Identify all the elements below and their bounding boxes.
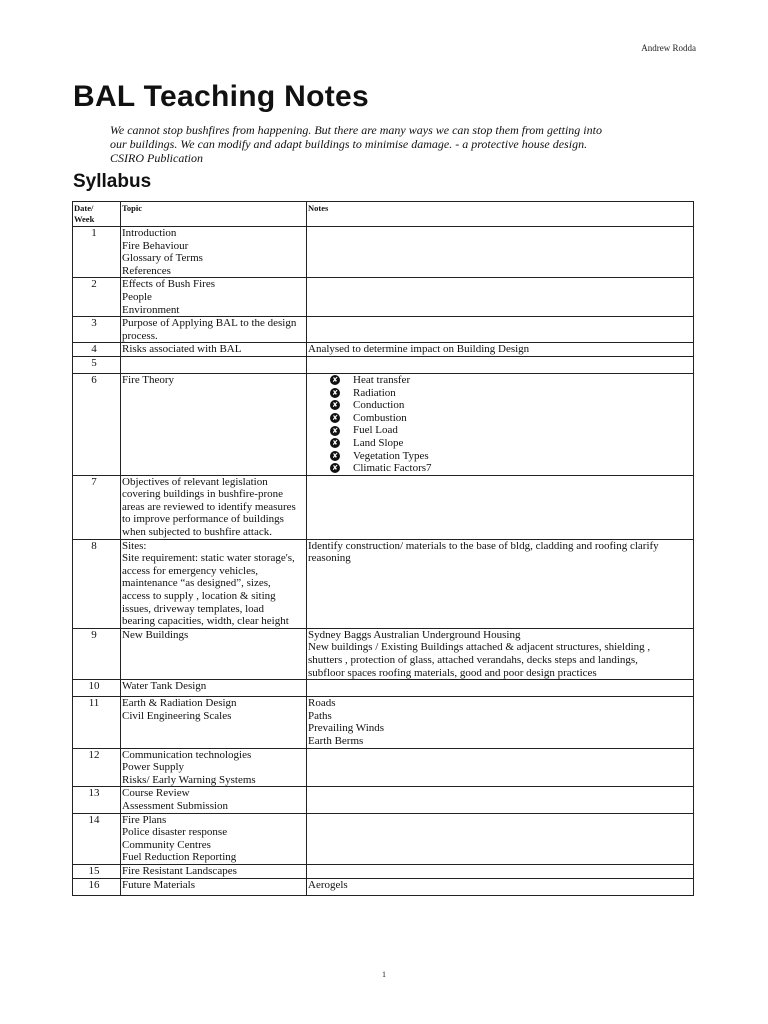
bullet-text: Radiation <box>353 386 396 399</box>
topic-cell <box>121 787 307 813</box>
topic-line: Assessment Submission <box>122 799 229 812</box>
notes-text: Identify construction/ materials to the base of bldg, cladding and roofing clarify reasoning <box>308 539 659 565</box>
table-row <box>73 878 694 895</box>
topic-cell <box>121 864 307 878</box>
table-row <box>73 317 694 343</box>
topic-cell <box>121 697 307 748</box>
notes-cell <box>307 317 694 343</box>
bullet-text: Climatic Factors7 <box>353 462 432 475</box>
bullet-item <box>330 374 692 387</box>
table-body <box>73 227 694 896</box>
notes-cell <box>307 628 694 679</box>
week-cell: 14 <box>73 813 121 864</box>
syllabus-table <box>72 201 694 896</box>
header-label: Date/ <box>74 203 94 213</box>
bullet-text: Land Slope <box>353 436 404 449</box>
topic-line: Fire Resistant Landscapes <box>122 864 237 877</box>
notes-cell <box>307 475 694 539</box>
bullet-icon: ✘ <box>330 463 340 473</box>
topic-line: Fire Theory <box>122 373 175 386</box>
table-row <box>73 475 694 539</box>
topic-line: to improve performance of buildings <box>122 513 284 526</box>
topic-line: Effects of Bush Fires <box>122 278 215 291</box>
topic-line: bearing capacities, width, clear height <box>122 615 289 628</box>
topic-line: Fire Plans <box>122 813 167 826</box>
topic-cell <box>121 628 307 679</box>
page-number: 1 <box>382 970 386 979</box>
bullet-text: Combustion <box>353 411 407 424</box>
notes-cell <box>307 813 694 864</box>
table-row <box>73 373 694 475</box>
notes-cell <box>307 748 694 787</box>
header-date-week <box>73 202 121 227</box>
bullet-item <box>330 412 692 425</box>
header-notes: Notes <box>307 202 694 227</box>
notes-bullet-list <box>308 374 692 475</box>
topic-cell <box>121 278 307 317</box>
quote-line: our buildings. We can modify and adapt buildings to minimise damage. - a protective house design. <box>110 137 588 151</box>
bullet-icon: ✘ <box>330 388 340 398</box>
week-cell: 10 <box>73 680 121 697</box>
bullet-item <box>330 437 692 450</box>
table-row <box>73 864 694 878</box>
week-cell: 9 <box>73 628 121 679</box>
notes-cell <box>307 227 694 278</box>
topic-cell <box>121 475 307 539</box>
topic-line: Course Review <box>122 787 190 800</box>
topic-cell <box>121 539 307 628</box>
notes-cell <box>307 373 694 475</box>
bullet-item <box>330 399 692 412</box>
notes-line: Sydney Baggs Australian Underground Housing <box>308 628 521 641</box>
table-row <box>73 278 694 317</box>
topic-cell <box>121 373 307 475</box>
bullet-text: Conduction <box>353 399 405 412</box>
topic-line: process. <box>122 329 158 342</box>
topic-cell <box>121 680 307 697</box>
week-cell: 12 <box>73 748 121 787</box>
week-cell: 7 <box>73 475 121 539</box>
notes-line: shutters , protection of glass, attached verandahs, decks steps and landings, <box>308 654 638 666</box>
topic-line: Risks/ Early Warning Systems <box>122 773 256 786</box>
week-cell: 2 <box>73 278 121 317</box>
topic-cell <box>121 356 307 373</box>
notes-line: New buildings / Existing Buildings attached & adjacent structures, shielding , <box>308 641 651 654</box>
table-row <box>73 787 694 813</box>
topic-line: Community Centres <box>122 838 211 851</box>
bullet-item <box>330 450 692 463</box>
topic-line: Risks associated with BAL <box>122 343 242 356</box>
notes-cell <box>307 680 694 697</box>
bullet-item <box>330 462 692 475</box>
topic-line: Introduction <box>122 227 177 239</box>
topic-cell <box>121 343 307 357</box>
notes-line: Roads <box>308 697 336 710</box>
week-cell: 11 <box>73 697 121 748</box>
week-cell: 5 <box>73 356 121 373</box>
topic-line: covering buildings in bushfire-prone <box>122 488 283 501</box>
topic-line: Earth & Radiation Design <box>122 697 237 710</box>
topic-line: People <box>122 290 152 303</box>
topic-line: Police disaster response <box>122 826 228 839</box>
topic-line: Site requirement: static water storage's, <box>122 552 295 565</box>
week-cell: 4 <box>73 343 121 357</box>
table-row <box>73 356 694 373</box>
notes-cell <box>307 539 694 628</box>
header-topic: Topic <box>121 202 307 227</box>
topic-cell <box>121 317 307 343</box>
table-row <box>73 227 694 278</box>
bullet-icon: ✘ <box>330 438 340 448</box>
week-cell: 13 <box>73 787 121 813</box>
bullet-text: Heat transfer <box>353 373 411 386</box>
notes-line: Analysed to determine impact on Building Design <box>308 343 530 356</box>
topic-cell <box>121 878 307 895</box>
topic-line: Objectives of relevant legislation <box>122 475 268 488</box>
notes-cell <box>307 787 694 813</box>
topic-line: New Buildings <box>122 628 189 641</box>
topic-line: Sites: <box>122 539 147 552</box>
section-title: Syllabus <box>73 171 152 192</box>
topic-line: Environment <box>122 303 180 316</box>
notes-cell <box>307 343 694 357</box>
notes-cell <box>307 278 694 317</box>
table-row <box>73 697 694 748</box>
week-cell: 8 <box>73 539 121 628</box>
week-cell: 3 <box>73 317 121 343</box>
topic-line: Fire Behaviour <box>122 239 189 252</box>
topic-cell <box>121 813 307 864</box>
table-row <box>73 343 694 357</box>
week-cell: 1 <box>73 227 121 278</box>
topic-cell <box>121 748 307 787</box>
quote-line: We cannot stop bushfires from happening. But there are many ways we can stop them from getting into <box>110 123 602 137</box>
topic-line: when subjected to bushfire attack. <box>122 526 272 539</box>
topic-line: maintenance “as designed”, sizes, <box>122 577 271 590</box>
notes-line: Earth Berms <box>308 734 364 747</box>
week-cell: 16 <box>73 878 121 895</box>
topic-line: Purpose of Applying BAL to the design <box>122 317 297 330</box>
table-row <box>73 748 694 787</box>
page-title: BAL Teaching Notes <box>73 80 369 113</box>
notes-line: subfloor spaces roofing materials, good and poor design practices <box>308 666 597 679</box>
header-label: Week <box>74 213 95 224</box>
notes-line: Aerogels <box>308 878 348 891</box>
author-name: Andrew Rodda <box>641 43 696 53</box>
week-cell: 6 <box>73 373 121 475</box>
notes-cell <box>307 878 694 895</box>
topic-line: Civil Engineering Scales <box>122 709 232 722</box>
topic-line: access to supply , location & siting <box>122 590 276 603</box>
notes-line: Paths <box>308 709 332 722</box>
notes-cell <box>307 697 694 748</box>
topic-line: Glossary of Terms <box>122 252 203 265</box>
table-row <box>73 539 694 628</box>
topic-cell <box>121 227 307 278</box>
bullet-item <box>330 387 692 400</box>
bullet-text: Vegetation Types <box>353 449 429 462</box>
notes-cell <box>307 864 694 878</box>
quote-line: CSIRO Publication <box>110 151 203 165</box>
topic-line: Future Materials <box>122 878 196 891</box>
table-row <box>73 628 694 679</box>
table-row <box>73 680 694 697</box>
intro-quote <box>110 123 670 165</box>
notes-line: Prevailing Winds <box>308 722 385 735</box>
table-row <box>73 813 694 864</box>
bullet-icon: ✘ <box>330 375 340 385</box>
topic-line: issues, driveway templates, load <box>122 602 265 615</box>
topic-line: Communication technologies <box>122 748 252 761</box>
bullet-icon: ✘ <box>330 451 340 461</box>
bullet-icon: ✘ <box>330 400 340 410</box>
bullet-icon: ✘ <box>330 426 340 436</box>
topic-line: Power Supply <box>122 761 185 774</box>
topic-line: Water Tank Design <box>122 680 207 693</box>
bullet-text: Fuel Load <box>353 424 398 437</box>
bullet-icon: ✘ <box>330 413 340 423</box>
topic-line: Fuel Reduction Reporting <box>122 851 237 864</box>
topic-line: areas are reviewed to identify measures <box>122 500 296 513</box>
week-cell: 15 <box>73 864 121 878</box>
table-header-row <box>73 202 694 227</box>
topic-line: References <box>122 264 171 277</box>
bullet-item <box>330 424 692 437</box>
topic-line: access for emergency vehicles, <box>122 564 259 577</box>
notes-cell <box>307 356 694 373</box>
